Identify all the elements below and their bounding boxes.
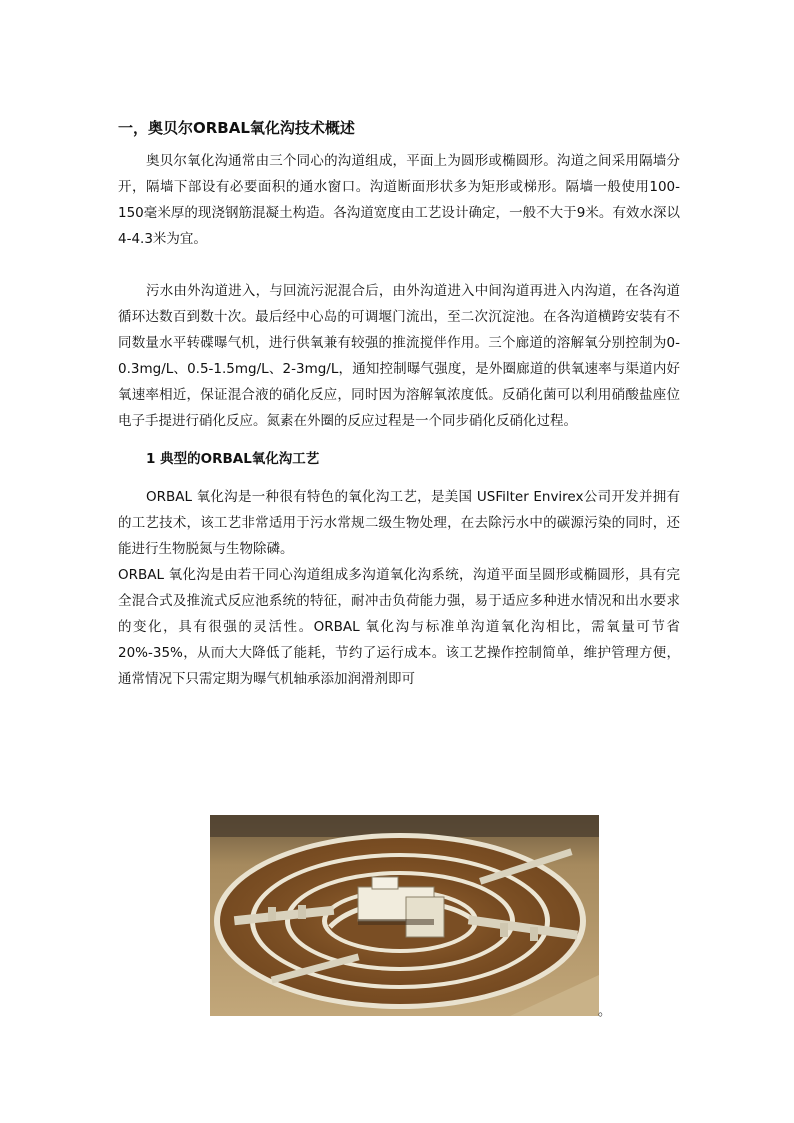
aerator-disc	[500, 923, 508, 937]
building-shadow	[358, 919, 434, 925]
aerator-disc	[530, 927, 538, 941]
aerator-disc	[268, 907, 276, 921]
paragraph-orbal-features: ORBAL 氧化沟是由若干同心沟道组成多沟道氧化沟系统，沟道平面呈圆形或椭圆形，具有完全混合式及推流式反应池系统的特征，耐冲击负荷能力强，易于适应多种进水情况和出水要求的变化，具有很强的灵活性。ORBAL 氧化沟与标准单沟道氧化沟相比，需氧量可节省20%-35%，从而大大降低了能耗，节约了运行成本。该工艺操作控制简单，维护管理方便，通常情况下只需定期为曝气机轴承添加润滑剂即可	[118, 567, 680, 687]
section-heading: 一，奥贝尔ORBAL氧化沟技术概述	[118, 119, 355, 137]
trailing-period: 。	[598, 1004, 612, 1019]
orbal-oxidation-ditch-photo	[210, 815, 599, 1016]
paragraph-orbal-structure: 奥贝尔氧化沟通常由三个同心的沟道组成，平面上为圆形或椭圆形。沟道之间采用隔墙分开，隔墙下部设有必要面积的通水窗口。沟道断面形状多为矩形或梯形。隔墙一般使用100-150毫米厚的现浇钢筋混凝土构造。各沟道宽度由工艺设计确定，一般不大于9米。有效水深以4-4.3米为宜。	[118, 153, 680, 247]
document-body	[118, 118, 680, 692]
aerator-disc	[298, 905, 306, 919]
oxidation-ditch-illustration	[210, 815, 599, 1016]
subsection-heading: 1 典型的ORBAL氧化沟工艺	[146, 451, 320, 467]
rooftop-unit	[372, 877, 398, 889]
clarifier-structure	[406, 897, 444, 937]
paragraph-orbal-intro: ORBAL 氧化沟是一种很有特色的氧化沟工艺，是美国 USFilter Envirex公司开发并拥有的工艺技术，该工艺非常适用于污水常规二级生物处理，在去除污水中的碳源污染的同时，还能进行生物脱氮与生物除磷。	[118, 489, 680, 557]
paragraph-orbal-flow: 污水由外沟道进入，与回流污泥混合后，由外沟道进入中间沟道再进入内沟道，在各沟道循环达数百到数十次。最后经中心岛的可调堰门流出，至二次沉淀池。在各沟道横跨安装有不同数量水平转碟曝气机，进行供氧兼有较强的推流搅伴作用。三个廊道的溶解氧分别控制为0-0.3mg/L、0.5-1.5mg/L、2-3mg/L，通知控制曝气强度，是外圈廊道的供氧速率与渠道内好氧速率相近，保证混合液的硝化反应，同时因为溶解氧浓度低。反硝化菌可以利用硝酸盐座位电子手提进行硝化反应。氮素在外圈的反应过程是一个同步硝化反硝化过程。	[118, 283, 680, 429]
